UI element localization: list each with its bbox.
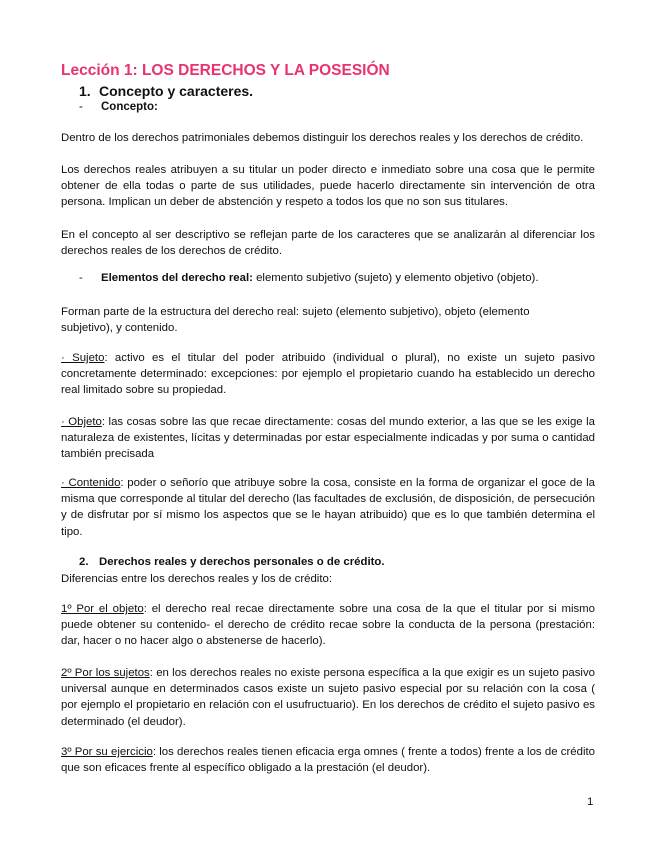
paragraph-4: Forman parte de la estructura del derecho real: sujeto (elemento subjetivo), objeto (elemento subjetivo), y contenido.	[61, 306, 530, 335]
diff-3-text: : los derechos reales tienen eficacia erga omnes ( frente a todos) frente a los de crédito que son eficaces frente al específico obligado a la prestación (el deudor).	[61, 746, 595, 775]
diff-2-text: : en los derechos reales no existe persona específica a la que exigir es un sujeto pasivo universal aunque en determinados casos existe un sujeto pasivo especial por su relación con la cosa ( por ejemplo el propietario en relación con el usufructuario). En los derechos de crédito el sujeto pasivo es determinado (el deudor).	[61, 667, 595, 728]
section-2-title: Derechos reales y derechos personales o de crédito.	[99, 556, 385, 568]
section-2-heading	[79, 556, 385, 568]
paragraph-objeto	[61, 414, 595, 463]
subsection-concepto	[79, 101, 158, 113]
diff-1-text: : el derecho real recae directamente sobre una cosa de la que el titular por si mismo puede obtener su contenido- el derecho de crédito recae sobre la conducta de la persona (prestación: dar, hacer o no hacer algo o abstenerse de hacerlo).	[61, 603, 595, 648]
subsection-title: Concepto:	[101, 101, 158, 113]
paragraph-2: Los derechos reales atribuyen a su titular un poder directo e inmediato sobre una cosa que le permite obtener de ella todas o parte de sus utilidades, puede hacerlo directamente sin intervención de otra persona. Implican un deber de abstención y respeto a todos los que no son sus titulares.	[61, 164, 595, 209]
bullet-elementos	[79, 272, 539, 284]
difference-1	[61, 601, 595, 650]
contenido-label: · Contenido	[61, 477, 121, 489]
bullet-text: elemento subjetivo (sujeto) y elemento objetivo (objeto).	[252, 272, 539, 284]
page-number: 1	[587, 796, 594, 808]
difference-2	[61, 665, 595, 730]
section-1-number: 1.	[79, 83, 91, 99]
diff-3-label: 3º Por su ejercicio	[61, 746, 153, 758]
section-2-number: 2.	[79, 556, 89, 568]
section-1-heading	[79, 83, 253, 99]
section-1-title: Concepto y caracteres.	[99, 83, 254, 99]
paragraph-sujeto	[61, 350, 595, 399]
paragraph-1: Dentro de los derechos patrimoniales debemos distinguir los derechos reales y los derechos de crédito.	[61, 132, 584, 144]
subsection-dash: -	[79, 101, 83, 113]
lesson-title: Lección 1: LOS DERECHOS Y LA POSESIÓN	[61, 62, 390, 79]
sujeto-label: · Sujeto	[61, 352, 105, 364]
difference-3	[61, 744, 595, 776]
objeto-label: · Objeto	[61, 416, 102, 428]
paragraph-contenido	[61, 475, 595, 540]
contenido-text: : poder o señorío que atribuye sobre la cosa, consiste en la forma de organizar el goce de la misma que corresponde al titular del derecho (las facultades de exclusión, de disposición, de persecución y de disfrutar por sí mismo los aspectos que se le hayan atribuido) que es lo que también determina el tipo.	[61, 477, 595, 538]
objeto-text: : las cosas sobre las que recae directamente: cosas del mundo exterior, a las que se les exige la naturaleza de existentes, lícitas y determinadas por estar especialmente indicadas y por suma o cantidad también precisada	[61, 416, 595, 461]
bullet-dash: -	[79, 272, 83, 284]
diff-1-label: 1º Por el objeto	[61, 603, 144, 615]
diff-2-label: 2º Por los sujetos	[61, 667, 150, 679]
paragraph-3: En el concepto al ser descriptivo se reflejan parte de los caracteres que se analizarán al diferenciar los derechos reales de los derechos de crédito.	[61, 229, 595, 258]
sujeto-text: : activo es el titular del poder atribuido (individual o plural), no existe un sujeto pasivo concretamente determinado: excepciones: por ejemplo el propietario cuando ha establecido un derecho real limitado sobre su propiedad.	[61, 352, 595, 397]
bullet-label: Elementos del derecho real:	[101, 272, 253, 284]
paragraph-5: Diferencias entre los derechos reales y los de crédito:	[61, 573, 332, 585]
